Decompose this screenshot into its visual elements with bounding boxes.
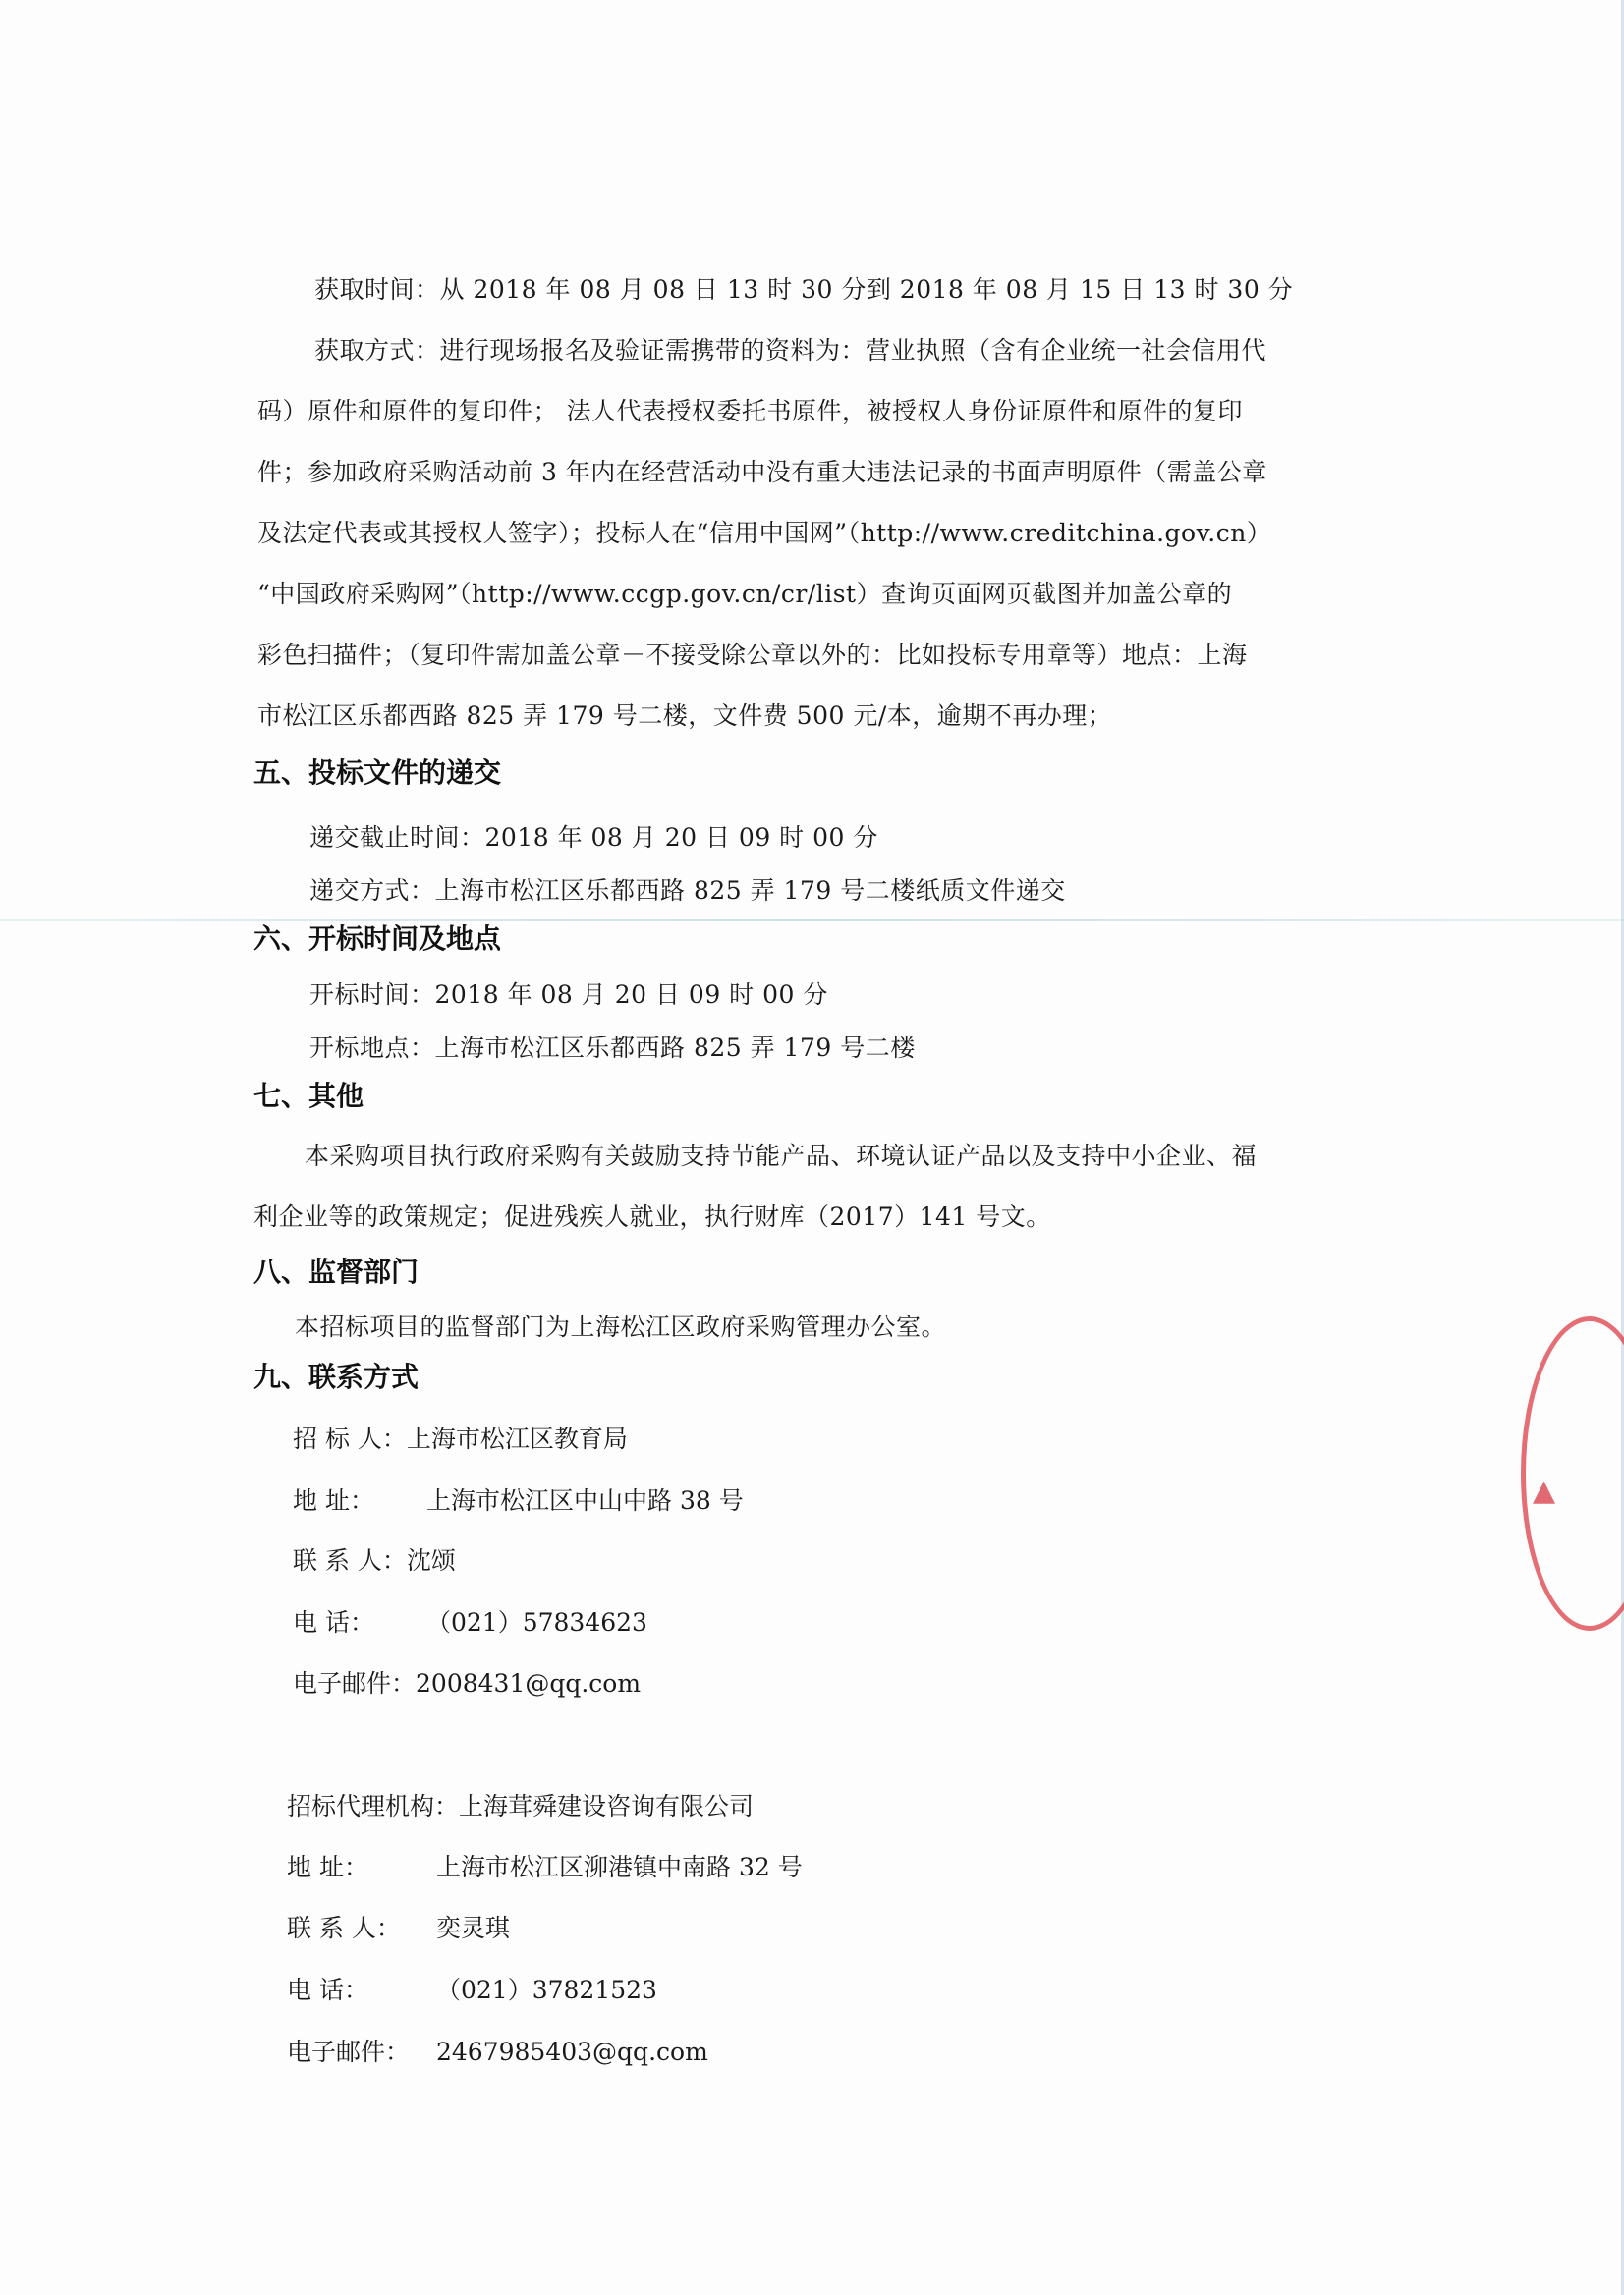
agency-contact-row (287, 1912, 510, 1945)
tenderer-address-label: 地 址： (293, 1486, 374, 1515)
section-6-line-1: 开标时间：2018 年 08 月 20 日 09 时 00 分 (309, 980, 828, 1009)
tenderer-name-row (293, 1423, 628, 1456)
tenderer-contact-label: 联 系 人： (293, 1546, 407, 1575)
agency-phone-value: （021）37821523 (436, 1976, 657, 2004)
section-7-line-2: 利企业等的政策规定；促进残疾人就业，执行财库（2017）141 号文。 (253, 1203, 1051, 1231)
agency-contact-label: 联 系 人： (287, 1914, 401, 1942)
tenderer-name-value: 上海市松江区教育局 (406, 1425, 628, 1453)
tenderer-address-value: 上海市松江区中山中路 38 号 (426, 1486, 744, 1515)
agency-contact-value: 奕灵琪 (436, 1914, 511, 1942)
section-8-line-1: 本招标项目的监督部门为上海松江区政府采购管理办公室。 (295, 1313, 947, 1341)
section-7-title: 七、其他 (253, 1080, 364, 1112)
section-5-title: 五、投标文件的递交 (253, 756, 502, 789)
acquire-method-line-3: 件；参加政府采购活动前 3 年内在经营活动中没有重大违法记录的书面声明原件（需盖公章 (257, 458, 1267, 486)
tenderer-contact-row (293, 1544, 456, 1578)
agency-address-value: 上海市松江区泖港镇中南路 32 号 (436, 1853, 803, 1881)
tenderer-phone-label: 电 话： (293, 1608, 374, 1637)
acquire-method-line-2: 码）原件和原件的复印件； 法人代表授权委托书原件，被授权人身份证原件和原件的复印 (257, 397, 1243, 425)
acquire-method-line-5: “中国政府采购网”（http://www.ccgp.gov.cn/cr/list）查询页面网页截图并加盖公章的 (257, 580, 1233, 608)
section-5-line-1: 递交截止时间：2018 年 08 月 20 日 09 时 00 分 (309, 823, 878, 852)
agency-name-row (287, 1790, 754, 1823)
tenderer-name-label: 招 标 人： (293, 1425, 407, 1453)
tenderer-email-row (293, 1667, 641, 1701)
acquire-method-line-4: 及法定代表或其授权人签字）；投标人在“信用中国网”（http://www.creditchina.gov.cn） (257, 519, 1272, 547)
agency-name-value: 上海茸舜建设咨询有限公司 (459, 1792, 755, 1820)
section-9-title: 九、联系方式 (253, 1361, 420, 1393)
agency-phone-label: 电 话： (287, 1976, 368, 2004)
acquire-time: 获取时间：从 2018 年 08 月 08 日 13 时 30 分到 2018 年 08 月 15 日 13 时 30 分 (314, 275, 1294, 304)
agency-phone-row (287, 1974, 657, 2007)
agency-address-row (287, 1851, 803, 1884)
section-8-title: 八、监督部门 (253, 1256, 420, 1288)
tenderer-email-value: 2008431@qq.com (416, 1669, 642, 1698)
agency-address-label: 地 址： (287, 1853, 368, 1881)
tenderer-phone-value: （021）57834623 (426, 1608, 647, 1637)
agency-email-row (287, 2036, 708, 2069)
tenderer-email-label: 电子邮件： (293, 1669, 417, 1698)
acquire-method-line-6: 彩色扫描件；（复印件需加盖公章－不接受除公章以外的：比如投标专用章等）地点：上海 (257, 641, 1248, 669)
section-5-line-2: 递交方式：上海市松江区乐都西路 825 弄 179 号二楼纸质文件递交 (309, 876, 1066, 905)
agency-email-label: 电子邮件： (287, 2038, 411, 2066)
tenderer-phone-row (293, 1606, 647, 1640)
section-6-title: 六、开标时间及地点 (253, 923, 502, 955)
agency-email-value: 2467985403@qq.com (436, 2038, 708, 2066)
section-7-line-1: 本采购项目执行政府采购有关鼓励支持节能产品、环境认证产品以及支持中小企业、福 (305, 1142, 1258, 1170)
tenderer-address-row (293, 1484, 744, 1518)
section-6-line-2: 开标地点：上海市松江区乐都西路 825 弄 179 号二楼 (309, 1034, 916, 1062)
agency-name-label: 招标代理机构： (287, 1792, 460, 1820)
acquire-method-line-1: 获取方式：进行现场报名及验证需携带的资料为：营业执照（含有企业统一社会信用代 (314, 336, 1267, 364)
tenderer-contact-value: 沈颂 (406, 1546, 456, 1575)
acquire-method-line-7: 市松江区乐都西路 825 弄 179 号二楼，文件费 500 元/本，逾期不再办理； (257, 701, 1113, 730)
fold-line (0, 919, 1624, 921)
seal-star-icon: ▲ (1533, 1474, 1556, 1508)
